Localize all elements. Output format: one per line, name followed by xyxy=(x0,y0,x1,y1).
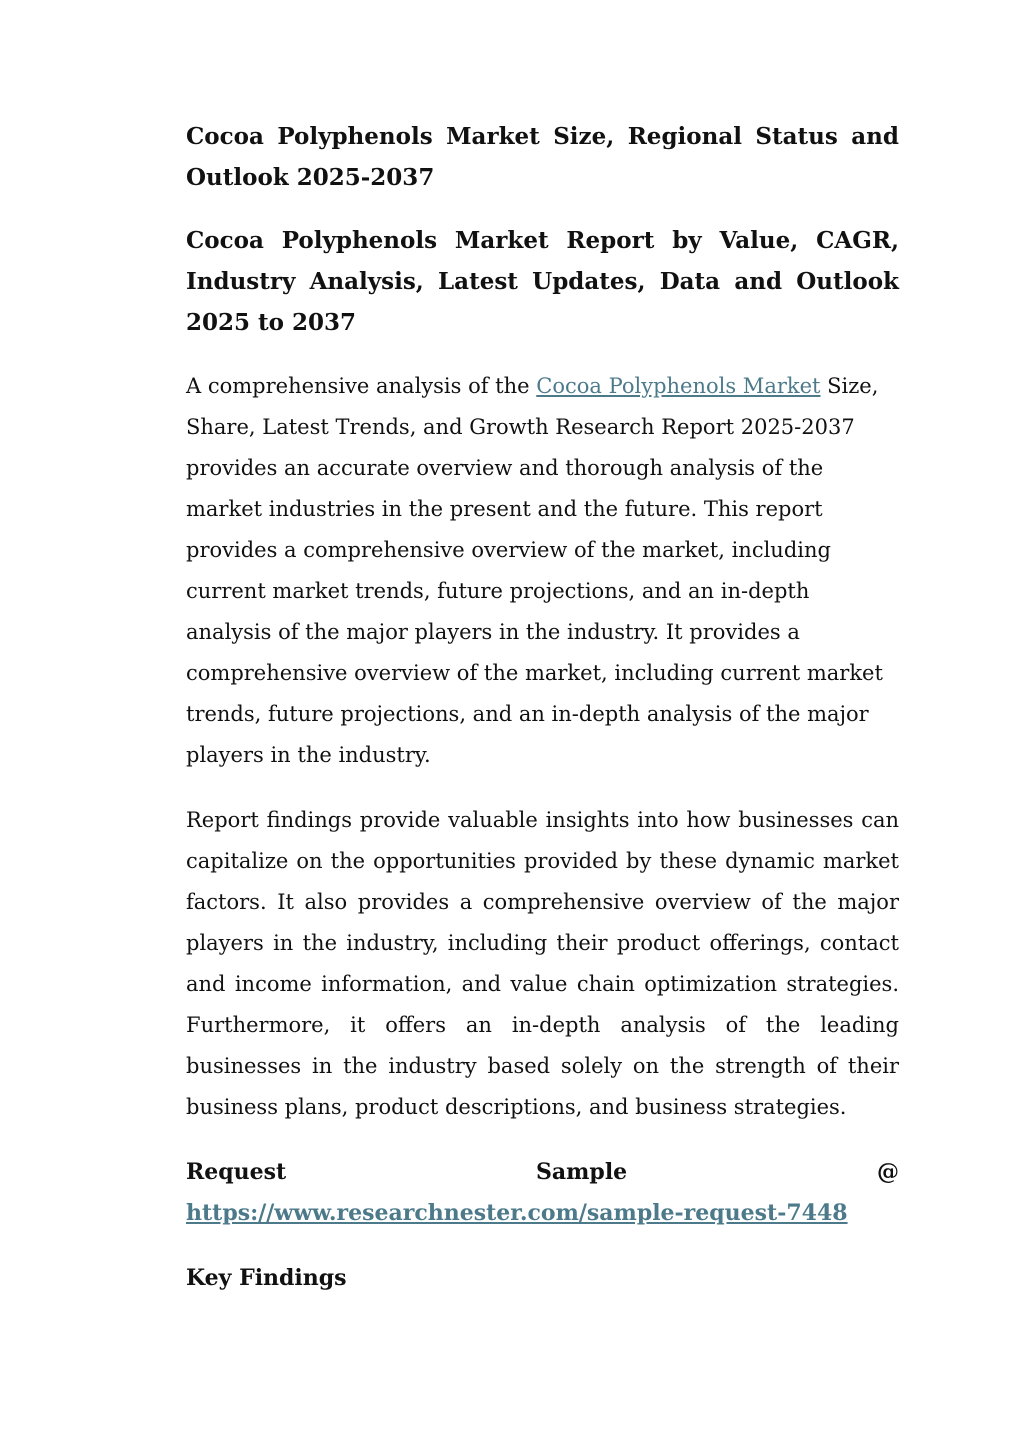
request-word: Request xyxy=(186,1159,287,1185)
document-subtitle: Cocoa Polyphenols Market Report by Value, CAGR, Industry Analysis, Latest Updates, Data and Outlook 2025 to 2037 xyxy=(186,227,899,336)
sample-word: Sample xyxy=(536,1159,628,1185)
intro-text-after-link: Size, Share, Latest Trends, and Growth Research Report 2025-2037 provides an accurate overview and thorough analysis of the market industries in the present and the future. This report provides a comprehensive overview of the market, including current market trends, future projections, and an in-depth analysis of the major players in the industry. It provides a comprehensive overview of the market, including current market trends, future projections, and an in-depth analysis of the major players in the industry. xyxy=(186,374,883,767)
key-findings-heading: Key Findings xyxy=(186,1265,347,1291)
at-symbol: @ xyxy=(877,1159,899,1185)
cocoa-polyphenols-market-link[interactable]: Cocoa Polyphenols Market xyxy=(536,374,821,398)
intro-paragraph xyxy=(186,366,899,776)
findings-paragraph: Report findings provide valuable insights into how businesses can capitalize on the opportunities provided by these dynamic market factors. It also provides a comprehensive overview of the major players in the industry, including their product offerings, contact and income information, and value chain optimization strategies. Furthermore, it offers an in-depth analysis of the leading businesses in the industry based solely on the strength of their business plans, product descriptions, and business strategies. xyxy=(186,808,899,1119)
sample-request-link[interactable]: https://www.researchnester.com/sample-request-7448 xyxy=(186,1200,848,1226)
intro-text-before-link: A comprehensive analysis of the xyxy=(186,374,537,398)
document-page xyxy=(186,116,899,1299)
document-title: Cocoa Polyphenols Market Size, Regional Status and Outlook 2025-2037 xyxy=(186,123,899,191)
request-sample-line xyxy=(186,1152,899,1193)
